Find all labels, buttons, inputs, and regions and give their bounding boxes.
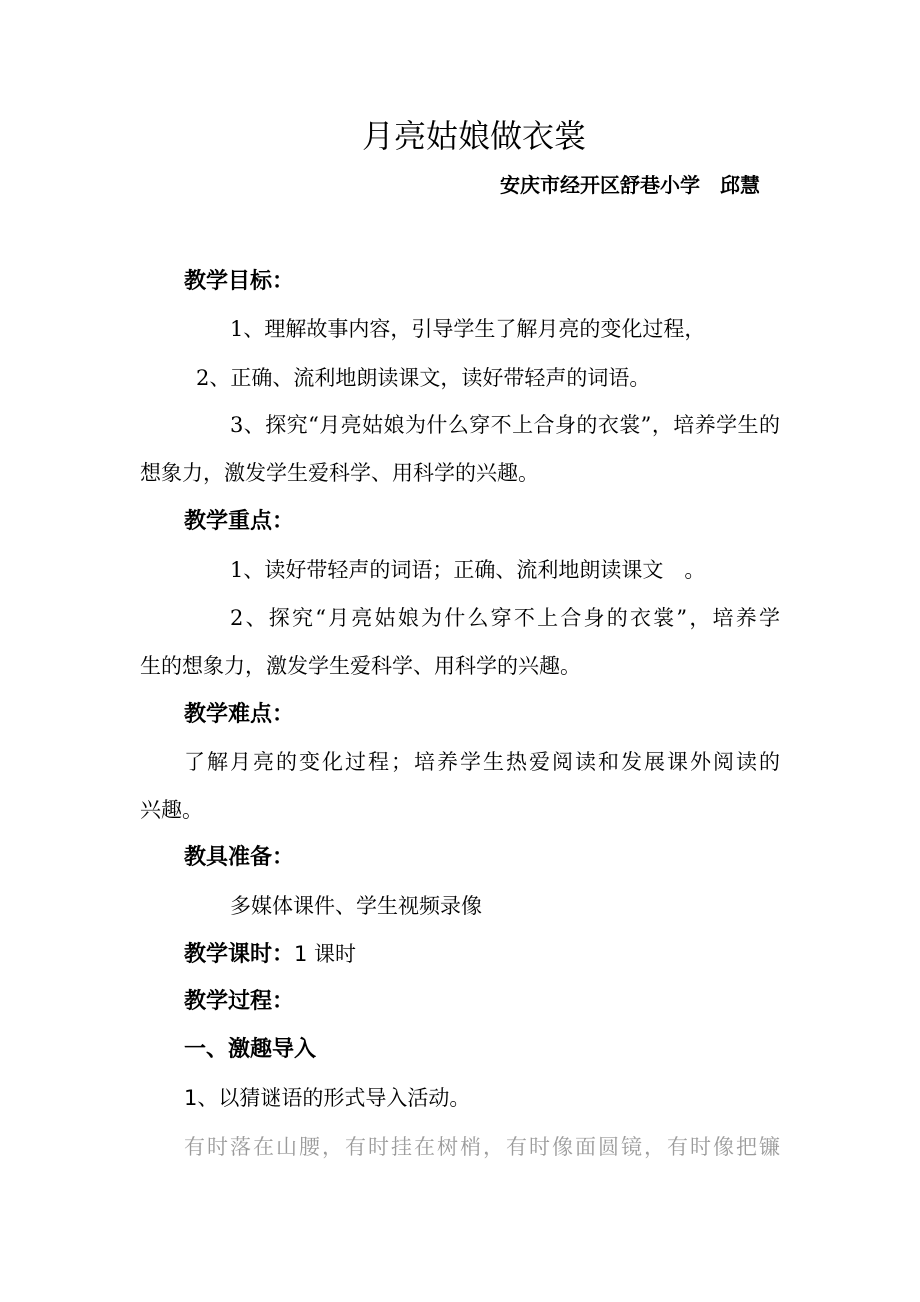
- goals-item-2: 2、正确、流利地朗读课文，读好带轻声的词语。: [196, 366, 651, 390]
- duration-value: 1 课时: [294, 942, 357, 966]
- author-line: 安庆市经开区舒巷小学 邱慧: [500, 173, 760, 197]
- key-points-item-2-line-2: 生的想象力，激发学生爱科学、用科学的兴趣。: [140, 654, 581, 678]
- key-points-heading: 教学重点：: [184, 509, 295, 534]
- materials-heading: 教具准备：: [184, 845, 295, 870]
- key-points-item-2-line-1: 2、探究“月亮姑娘为什么穿不上合身的衣裳”，培养学: [230, 606, 780, 630]
- difficulties-heading: 教学难点：: [184, 702, 295, 727]
- duration-line: [184, 939, 356, 970]
- materials-content: 多媒体课件、学生视频录像: [230, 894, 482, 918]
- process-step-1: 1、以猜谜语的形式导入活动。: [184, 1086, 471, 1110]
- goals-item-1: 1、理解故事内容，引导学生了解月亮的变化过程，: [230, 317, 706, 341]
- difficulties-line-1: 了解月亮的变化过程；培养学生热爱阅读和发展课外阅读的: [184, 750, 780, 774]
- process-heading: 教学过程：: [184, 989, 295, 1014]
- goals-heading: 教学目标：: [184, 269, 295, 294]
- key-points-item-1: 1、读好带轻声的词语；正确、流利地朗读课文 。: [230, 558, 706, 582]
- riddle-text: 有时落在山腰，有时挂在树梢，有时像面圆镜，有时像把镰: [184, 1135, 780, 1159]
- process-section-1: 一、激趣导入: [184, 1037, 317, 1062]
- goals-item-3-line-2: 想象力，激发学生爱科学、用科学的兴趣。: [140, 461, 539, 485]
- page-title: 月亮姑娘做衣裳: [362, 117, 587, 155]
- duration-heading: 教学课时：: [184, 942, 295, 967]
- difficulties-line-2: 兴趣。: [140, 798, 203, 822]
- goals-item-3-line-1: 3、探究“月亮姑娘为什么穿不上合身的衣裳”，培养学生的: [230, 413, 780, 437]
